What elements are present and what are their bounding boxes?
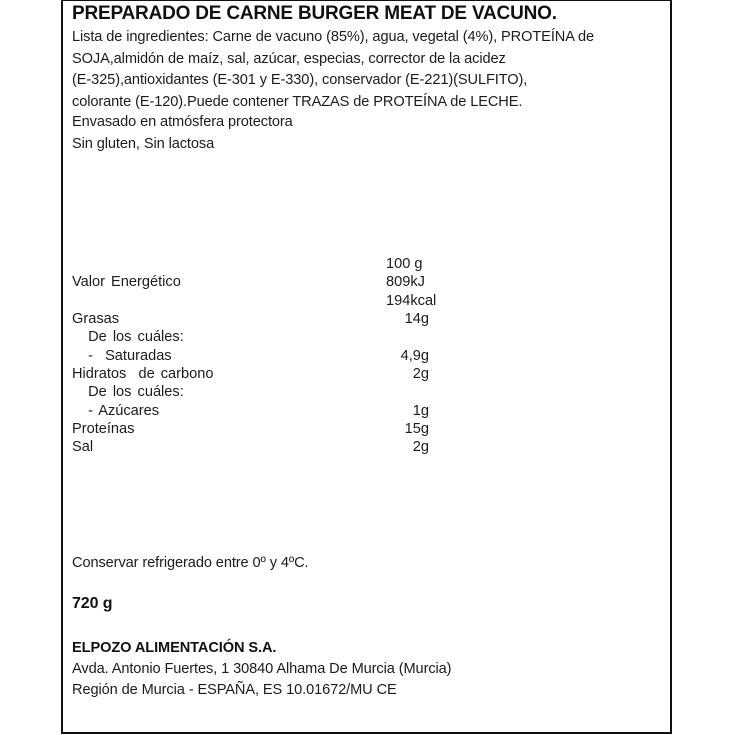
nutrition-row-fat-of-which [72, 328, 472, 346]
nutrition-row-energy-kcal [72, 292, 472, 310]
nutrition-per-header: 100 g [386, 256, 423, 272]
nutrition-value: 2g [412, 366, 429, 382]
nutrition-label: Sal [72, 439, 94, 455]
nutrition-row-fat [72, 310, 472, 328]
manufacturer-address-line1: Avda. Antonio Fuertes, 1 30840 Alhama De Murcia (Murcia) [72, 661, 452, 677]
ingredients-line: SOJA,almidón de maíz, sal, azúcar, especias, corrector de la acidez [72, 50, 506, 67]
nutrition-value: 2g [412, 439, 429, 455]
nutrition-value: 1g [412, 403, 429, 419]
nutrition-label: - Saturadas [76, 348, 172, 364]
nutrition-value: 15g [404, 421, 429, 437]
nutrition-row-carbs-of-which [72, 383, 472, 401]
manufacturer-name: ELPOZO ALIMENTACIÓN S.A. [72, 640, 277, 656]
nutrition-header [72, 255, 472, 273]
product-title: PREPARADO DE CARNE BURGER MEAT DE VACUNO. [72, 3, 557, 24]
manufacturer-address-line2: Región de Murcia - ESPAÑA, ES 10.01672/MU CE [72, 682, 397, 698]
ingredients-line: (E-325),antioxidantes (E-301 y E-330), conservador (E-221)(SULFITO), [72, 72, 528, 88]
nutrition-value: 194kcal [386, 293, 437, 309]
nutrition-value: 14g [404, 311, 429, 327]
ingredients-list [72, 27, 667, 113]
nutrition-label: Proteínas [72, 421, 135, 437]
nutrition-label: Valor Energético [72, 274, 181, 290]
nutrition-row-sugars [72, 402, 472, 420]
storage-instructions: Conservar refrigerado entre 0º y 4ºC. [72, 555, 309, 571]
nutrition-label: Hidratos de carbono [72, 366, 214, 382]
packaging-note: Envasado en atmósfera protectora [72, 114, 293, 130]
nutrition-row-protein [72, 420, 472, 438]
nutrition-label: De los cuáles: [76, 384, 184, 400]
ingredients-line: colorante (E-120).Puede contener TRAZAS de PROTEÍNA de LECHE. [72, 93, 523, 110]
nutrition-row-carbohydrates [72, 365, 472, 383]
ingredients-line: Lista de ingredientes: Carne de vacuno (85%), agua, vegetal (4%), PROTEÍNA de [72, 29, 595, 45]
nutrition-label: Grasas [72, 311, 120, 327]
nutrition-label: - Azúcares [76, 403, 160, 419]
nutrition-row-saturated [72, 347, 472, 365]
nutrition-row-energy-kj [72, 273, 472, 291]
nutrition-row-salt [72, 438, 472, 456]
nutrition-value: 809kJ [386, 274, 425, 290]
nutrition-value: 4,9g [400, 348, 429, 364]
product-label [61, 0, 672, 734]
net-weight: 720 g [72, 595, 113, 612]
nutrition-label: De los cuáles: [76, 329, 184, 345]
dietary-claims: Sin gluten, Sin lactosa [72, 136, 215, 152]
